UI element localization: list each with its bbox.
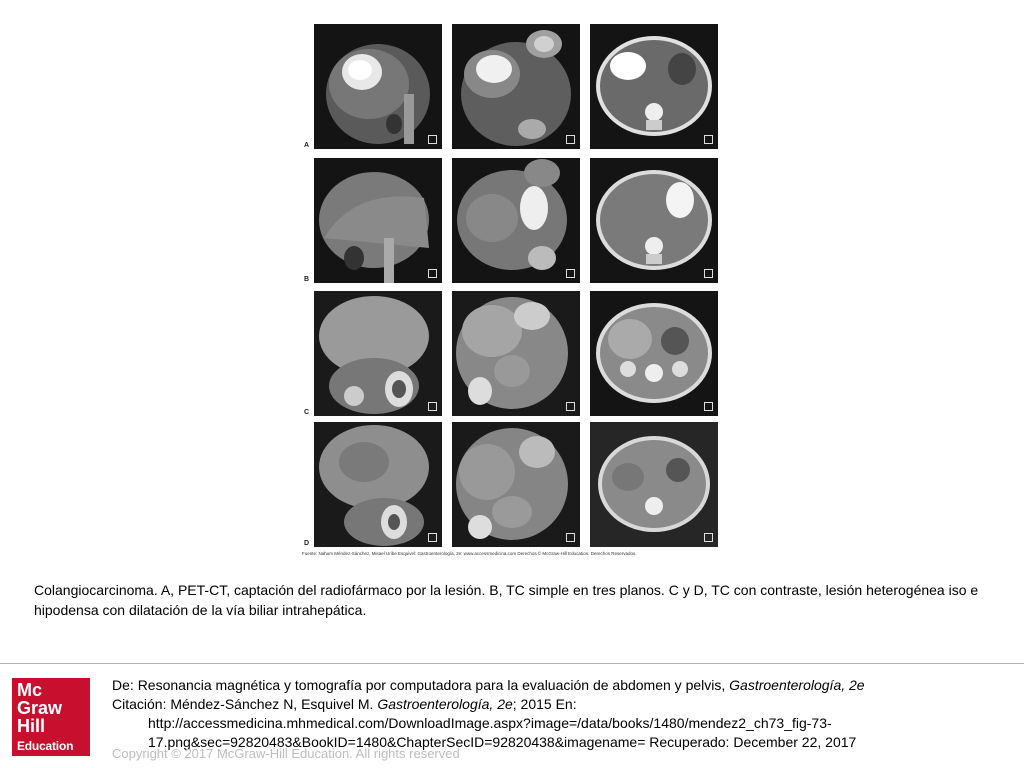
figure-row-b bbox=[302, 158, 724, 283]
logo-line: Graw bbox=[17, 698, 63, 718]
row-letter: D bbox=[304, 540, 310, 547]
source-citation bbox=[112, 676, 1012, 752]
citation-book: Gastroenterología, 2e bbox=[377, 696, 513, 712]
scan-image bbox=[590, 422, 718, 547]
logo-line: Education bbox=[17, 739, 74, 753]
retrieved-date: Recuperado: December 22, 2017 bbox=[649, 734, 857, 750]
scan-image bbox=[590, 158, 718, 283]
from-text: Resonancia magnética y tomografía por computadora para la evaluación de abdomen y pelvis, bbox=[137, 677, 726, 693]
scan-image bbox=[452, 24, 580, 149]
citation-line bbox=[112, 695, 1012, 714]
row-letter: B bbox=[304, 276, 310, 283]
download-url[interactable]: http://accessmedicina.mhmedical.com/DownloadImage.aspx?image=/data/books/1480/mendez2_ch73_fig-73- bbox=[148, 715, 832, 731]
mcgraw-hill-logo bbox=[12, 678, 90, 756]
row-letter: C bbox=[304, 409, 310, 416]
scan-image bbox=[452, 291, 580, 416]
divider bbox=[0, 663, 1024, 664]
scan-image bbox=[314, 422, 442, 547]
citation-label: Citación: bbox=[112, 696, 167, 712]
row-letter: A bbox=[304, 142, 310, 149]
figure-source-note: Fuente: Nahum Méndez-Sánchez, Misael Uribe Esquivel: Gastroenterología, 2e: www.accessmedicina.com Derechos © McGraw-Hill Education. Derechos Reservados. bbox=[302, 551, 637, 556]
figure-caption: Colangiocarcinoma. A, PET-CT, captación del radiofármaco por la lesión. B, TC simple en tres planos. C y D, TC con contraste, lesión heterogénea iso e hipodensa con dilatación de la vía biliar intrahepática. bbox=[34, 582, 979, 618]
scan-image bbox=[590, 291, 718, 416]
citation-year: ; 2015 En: bbox=[512, 696, 577, 712]
source-from-line bbox=[112, 676, 1012, 695]
citation-authors: Méndez-Sánchez N, Esquivel M. bbox=[170, 696, 374, 712]
logo-line: Mc bbox=[17, 680, 43, 700]
scan-image bbox=[452, 422, 580, 547]
copyright-notice: Copyright © 2017 McGraw-Hill Education. All rights reserved bbox=[112, 746, 460, 761]
book-title: Gastroenterología, 2e bbox=[729, 677, 865, 693]
scan-image bbox=[590, 24, 718, 149]
scan-image bbox=[452, 158, 580, 283]
from-label: De: bbox=[112, 677, 134, 693]
url-line-1 bbox=[112, 714, 1012, 733]
figure-row-a bbox=[302, 24, 724, 149]
scan-image bbox=[314, 24, 442, 149]
download-url-cont[interactable]: 17.png&sec=92820483&BookID=1480&ChapterSecID=92820438&imagename= bbox=[148, 734, 646, 750]
figure-row-d bbox=[302, 422, 724, 547]
scan-image bbox=[314, 158, 442, 283]
figure-panel bbox=[302, 24, 724, 566]
scan-image bbox=[314, 291, 442, 416]
logo-line: Hill bbox=[17, 716, 46, 736]
figure-row-c bbox=[302, 291, 724, 416]
